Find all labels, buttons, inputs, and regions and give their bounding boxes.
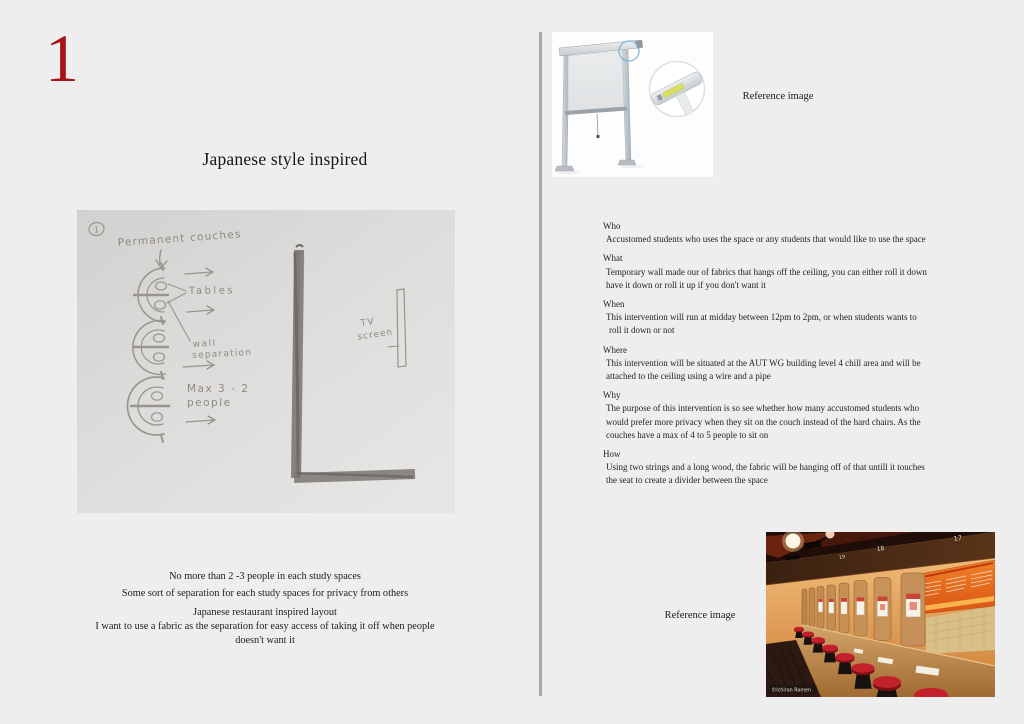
- booth-number: 17: [953, 533, 963, 543]
- note-line: Japanese restaurant inspired layout: [193, 607, 337, 618]
- reference-label-bottom: Reference image: [664, 610, 736, 621]
- cord-ball: [596, 135, 599, 138]
- shadow: [556, 171, 580, 175]
- section-what: [603, 252, 1008, 292]
- page-number: 1: [45, 20, 79, 96]
- section-label: How: [603, 449, 621, 460]
- note-line: No more than 2 -3 people in each study spaces: [169, 571, 361, 582]
- svg-text:wall: wall: [192, 338, 217, 350]
- sketch-label-tables: Tables: [188, 285, 236, 297]
- svg-text:©Ichiran Ramen: ©Ichiran Ramen: [771, 688, 812, 694]
- five-w-one-h-block: [603, 220, 1008, 494]
- section-who: [603, 220, 1008, 246]
- booth-number: 18: [876, 544, 885, 553]
- note-line: Some sort of separation for each study spaces for privacy from others: [121, 588, 409, 599]
- section-text-line: couches have a max of 4 to 5 people to sit on: [606, 429, 769, 440]
- section-text-line: This intervention will be situated at the AUT WG building level 4 chill area and will be: [606, 357, 921, 368]
- column-divider: [539, 32, 542, 696]
- svg-text:TV: TV: [360, 317, 376, 329]
- section-label: What: [603, 253, 623, 264]
- note-line: I want to use a fabric as the separation for easy access of taking it off when people: [95, 621, 435, 632]
- section-text-line: The purpose of this intervention is so see whether how many accustomed students who: [606, 403, 920, 414]
- section-text-line: would prefer more privacy when they sit on the couch instead of the hard chairs. As the: [606, 416, 921, 427]
- svg-text:Max 3 - 2: Max 3 - 2: [187, 383, 250, 395]
- blind-illustration: [552, 32, 713, 177]
- section-text-line: Accustomed students who uses the space or any students that would like to use the space: [606, 234, 926, 245]
- section-label: Who: [603, 221, 621, 231]
- section-text-line: roll it down or not: [609, 325, 675, 336]
- shadow: [620, 165, 644, 169]
- section-label: Where: [603, 344, 627, 355]
- reference-image-restaurant: [766, 532, 995, 697]
- sketch-label-couches: Permanent couches: [117, 228, 242, 249]
- section-text-line: have it down or roll it up if you don't want it: [606, 279, 766, 290]
- svg-text:separation: separation: [192, 347, 253, 362]
- svg-text:screen: screen: [356, 327, 394, 343]
- section-how: [603, 448, 1008, 488]
- sketch-photo: [77, 210, 455, 513]
- section-text-line: attached to the ceiling using a wire and a pipe: [606, 371, 771, 382]
- photo-watermark: [769, 685, 817, 694]
- svg-text:people: people: [187, 397, 232, 409]
- restaurant-illustration: [766, 532, 995, 697]
- page-title: Japanese style inspired: [202, 149, 368, 169]
- booth-number: 19: [838, 554, 846, 561]
- note-line: doesn't want it: [235, 635, 295, 646]
- section-text-line: the seat to create a divider between the space: [606, 475, 768, 486]
- section-text-line: This intervention will run at midday between 12pm to 2pm, or when students wants to: [606, 312, 917, 323]
- ceiling-lamp: [786, 534, 801, 549]
- section-why: [603, 389, 1008, 442]
- section-where: [603, 344, 1008, 384]
- section-text-line: Temporary wall made our of fabrics that hangs off the ceiling, you can either roll it down: [606, 266, 927, 277]
- reference-image-blind: [552, 32, 713, 177]
- section-label: When: [603, 299, 625, 310]
- sketch-notes: [35, 570, 495, 648]
- blind-screen: [568, 51, 624, 113]
- section-when: [603, 298, 1008, 338]
- sketch-drawing: [77, 210, 455, 513]
- reference-label-top: Reference image: [742, 91, 814, 102]
- svg-text:1: 1: [94, 225, 100, 235]
- section-label: Why: [603, 390, 621, 401]
- section-text-line: Using two strings and a long wood, the fabric will be hanging off of that untill it touches: [606, 462, 925, 473]
